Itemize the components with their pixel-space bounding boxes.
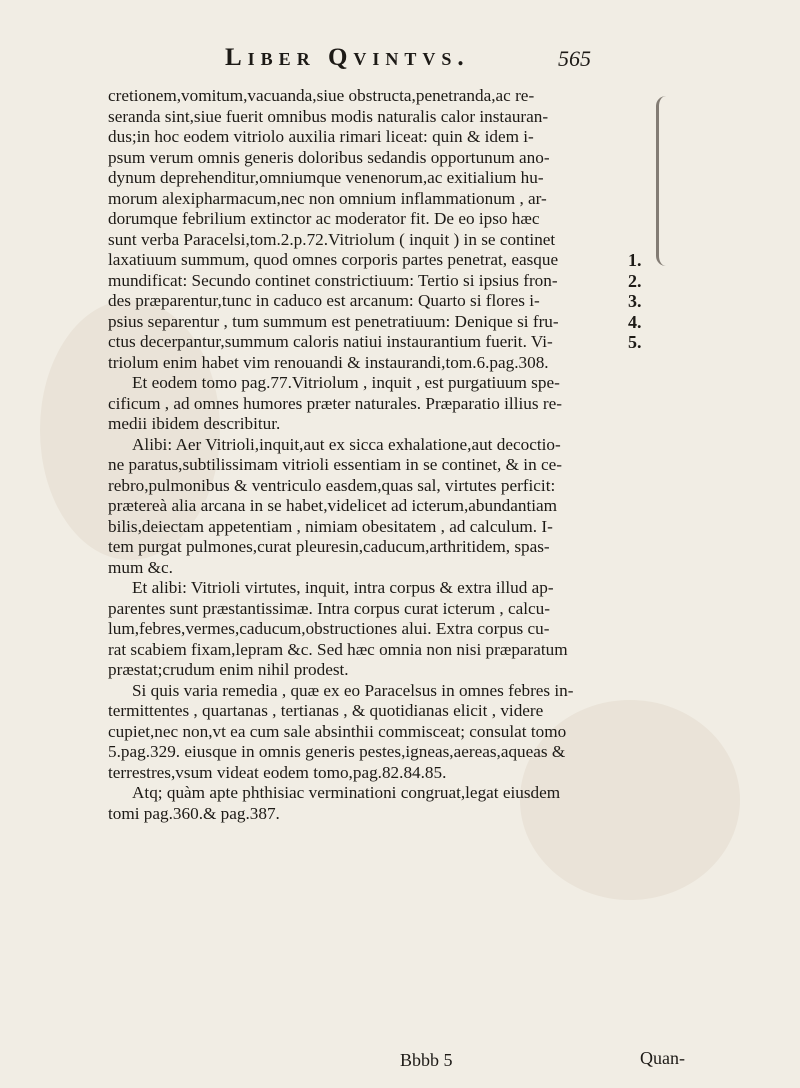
text-line: Atq; quàm apte phthisiac verminationi congruat,legat eiusdem	[132, 783, 561, 802]
margin-notes	[628, 250, 688, 353]
text-line: ne paratus,subtilissimam vitrioli essentiam in se continet, & in ce-	[108, 455, 562, 474]
text-line: sunt verba Paracelsi,tom.2.p.72.Vitriolum ( inquit ) in se continet	[108, 229, 556, 249]
text-line: parentes sunt præstantissimæ. Intra corpus curat icterum , calcu-	[108, 598, 550, 618]
text-line: morum alexipharmacum,nec non omnium inflammationum , ar-	[108, 188, 547, 208]
text-line: Et alibi: Vitrioli virtutes, inquit, intra corpus & extra illud ap-	[132, 578, 554, 597]
text-line: tem purgat pulmones,curat pleuresin,caducum,arthritidem, spas-	[108, 537, 550, 556]
text-line: rat scabiem fixam,lepram &c. Sed hæc omnia non nisi præparatum	[108, 639, 568, 659]
text-line: præstat;crudum enim nihil prodest.	[108, 660, 349, 679]
text-line: medii ibidem describitur.	[108, 414, 281, 433]
text-line: terrestres,vsum videat eodem tomo,pag.82.84.85.	[108, 762, 447, 782]
text-line: Si quis varia remedia , quæ ex eo Paracelsus in omnes febres in-	[132, 680, 574, 700]
text-line: cificum , ad omnes humores præter naturales. Præparatio illius re-	[108, 393, 562, 413]
text-line: dynum deprehenditur,omniumque venenorum,ac exitialium hu-	[108, 168, 544, 187]
margin-number: 4.	[628, 311, 642, 332]
text-line: bilis,deiectam appetentiam , nimiam obesitatem , ad calculum. I-	[108, 516, 553, 536]
text-line: termittentes , quartanas , tertianas , & quotidianas elicit , videre	[108, 701, 544, 720]
text-line: rebro,pulmonibus & ventriculo easdem,quas sal, virtutes perficit:	[108, 475, 556, 495]
margin-number: 1.	[628, 250, 642, 270]
text-line: cretionem,vomitum,vacuanda,siue obstructa,penetranda,ac re-	[108, 86, 535, 105]
margin-number: 3.	[628, 291, 642, 311]
running-title: Liber Qvintvs.	[225, 44, 470, 71]
text-line: Alibi: Aer Vitrioli,inquit,aut ex sicca exhalatione,aut decoctio-	[132, 434, 561, 454]
margin-number: 2.	[628, 270, 642, 291]
text-line: tomi pag.360.& pag.387.	[108, 803, 280, 823]
text-line: lum,febres,vermes,caducum,obstructiones alui. Extra corpus cu-	[108, 619, 550, 638]
text-line: cupiet,nec non,vt ea cum sale absinthii commisceat; consulat tomo	[108, 721, 567, 741]
margin-bracket	[656, 96, 677, 266]
page-number: 565	[558, 46, 591, 71]
text-line: 5.pag.329. eiusque in omnis generis pestes,igneas,aereas,aqueas &	[108, 742, 566, 761]
text-line: psius separentur , tum summum est penetratiuum: Denique si fru-	[108, 311, 559, 331]
text-line: ctus decerpantur,summum caloris natiui instaurantium fuerit. Vi-	[108, 332, 553, 351]
text-line: laxatiuum summum, quod omnes corporis partes penetrat, easque	[108, 250, 559, 269]
body-text	[108, 86, 616, 824]
text-line: seranda sint,siue fuerit omnibus modis naturalis calor instauran-	[108, 106, 549, 126]
text-line: Et eodem tomo pag.77.Vitriolum , inquit , est purgatiuum spe-	[132, 373, 560, 392]
text-line: des præparentur,tunc in caduco est arcanum: Quarto si flores i-	[108, 291, 540, 310]
page-footer	[0, 1050, 800, 1080]
text-line: mundificat: Secundo continet constrictiuum: Tertio si ipsius fron-	[108, 270, 558, 290]
text-line: psum verum omnis generis doloribus sedandis opportunum ano-	[108, 147, 550, 167]
text-line: triolum enim habet vim renouandi & instaurandi,tom.6.pag.308.	[108, 352, 549, 372]
text-line: prætereà alia arcana in se habet,videlicet ad icterum,abundantiam	[108, 496, 558, 515]
catchword: Quan-	[640, 1048, 685, 1068]
margin-number: 5.	[628, 332, 642, 352]
text-line: mum &c.	[108, 557, 173, 577]
signature-mark: Bbbb 5	[400, 1050, 453, 1070]
text-line: dus;in hoc eodem vitriolo auxilia rimari liceat: quin & idem i-	[108, 127, 534, 146]
page-header	[0, 44, 800, 84]
text-line: dorumque febrilium extinctor ac moderator fit. De eo ipso hæc	[108, 209, 540, 228]
